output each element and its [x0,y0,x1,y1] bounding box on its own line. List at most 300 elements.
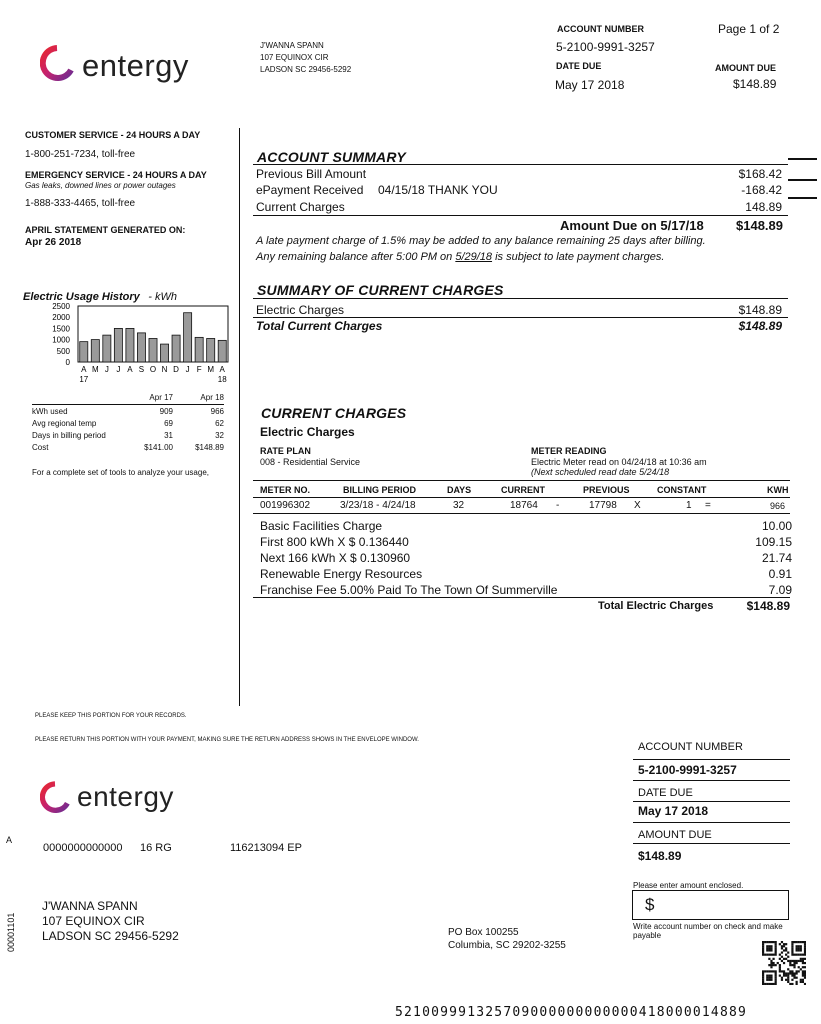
qr-module [783,975,785,977]
charge-line-value: 109.15 [755,535,792,549]
qr-module [783,972,785,974]
qr-module [766,977,768,979]
qr-module [768,979,770,981]
usage-bar [207,338,215,362]
late-note-2b: 5/29/18 [455,251,493,263]
qr-module [785,972,787,974]
qr-module [779,966,781,968]
qr-module [768,977,770,979]
qr-module [762,979,764,981]
qr-module [793,977,795,979]
charge-line [260,582,792,598]
scanline-digits: 521009991325709000000000000418000014889 [395,1005,748,1020]
qr-module [802,975,804,977]
qr-module [804,954,806,956]
qr-module [802,960,804,962]
stub-date-due-label: DATE DUE [638,787,693,799]
qr-module [791,954,793,956]
usage-table-header [32,392,224,405]
usage-chart [20,300,235,390]
qr-module [793,975,795,977]
qr-module [770,979,772,981]
x-tick-label: D [173,365,179,374]
qr-module [766,954,768,956]
amount-due: $148.89 [733,77,777,91]
qr-module [802,972,804,974]
customer-name: J'WANNA SPANN [260,41,324,50]
margin-mark [788,179,817,181]
x-tick-label: A [127,365,133,374]
qr-module [800,954,802,956]
usage-cell: $148.89 [195,442,224,452]
qr-module [770,962,772,964]
qr-module [766,947,768,949]
stub-account-label: ACCOUNT NUMBER [638,741,743,753]
qr-module [787,981,789,983]
qr-module [791,949,793,951]
qr-module [762,977,764,979]
emergency-phone: 1-888-333-4465, toll-free [25,198,136,209]
charge-line-label: Next 166 kWh X $ 0.130960 [260,551,411,565]
usage-bar [161,344,169,362]
qr-module [770,966,772,968]
qr-module [768,970,770,972]
meter-header-meter: METER NO. [260,485,311,495]
entergy-logo [40,44,210,88]
qr-module [775,975,777,977]
qr-module [793,962,795,964]
qr-module [779,968,781,970]
current-charges-label: Current Charges [256,200,345,214]
y-tick-label: 2000 [52,313,70,323]
qr-module [802,954,804,956]
qr-module [804,958,806,960]
stub-addr1: 107 EQUINOX CIR [42,914,145,928]
charge-line-value: 7.09 [768,583,792,597]
qr-module [781,977,783,979]
usage-bar [195,337,203,362]
usage-history-title: Electric Usage History [23,291,140,303]
x-tick-label: O [149,365,157,374]
qr-module [766,979,768,981]
usage-cell: 966 [210,406,224,416]
qr-module [791,943,793,945]
qr-module [762,975,764,977]
qr-module [766,983,768,985]
qr-module [777,962,779,964]
qr-module [781,947,783,949]
brand-name: entergy [82,48,189,83]
usage-bar [103,335,111,362]
qr-module [798,960,800,962]
qr-module [783,962,785,964]
qr-module [775,983,777,985]
usage-history-unit: - kWh [148,291,177,303]
qr-module [785,958,787,960]
qr-module [789,970,791,972]
qr-module [770,964,772,966]
charge-line [260,550,792,566]
qr-module [779,954,781,956]
qr-module [764,941,766,943]
qr-module [781,941,783,943]
qr-module [800,949,802,951]
qr-module [766,945,768,947]
margin-mark [788,158,817,160]
qr-module [781,945,783,947]
qr-module [779,970,781,972]
qr-module [796,962,798,964]
qr-module [804,966,806,968]
qr-module [791,960,793,962]
qr-module [804,983,806,985]
minus-sign: - [556,500,560,511]
x-tick-label: J [185,365,190,374]
qr-module [772,983,774,985]
qr-module [768,954,770,956]
qr-module [764,970,766,972]
qr-module [804,943,806,945]
amount-due-rule [253,215,788,216]
qr-module [787,968,789,970]
qr-module [768,983,770,985]
usage-bar [184,313,192,362]
qr-module [787,972,789,974]
qr-module [793,964,795,966]
charge-line-label: Franchise Fee 5.00% Paid To The Town Of Summerville [260,583,558,597]
qr-module [787,975,789,977]
qr-module [791,951,793,953]
page-indicator: Page 1 of 2 [718,22,780,36]
meter-constant: 1 [686,500,692,511]
qr-module [804,970,806,972]
qr-module [772,954,774,956]
qr-module [796,960,798,962]
qr-module [793,954,795,956]
usage-footnote: For a complete set of tools to analyze your usage, [32,468,209,477]
electric-charges-subtitle: Electric Charges [260,425,355,439]
usage-cell: kWh used [32,406,68,416]
qr-module [796,972,798,974]
qr-module [762,954,764,956]
qr-module [796,981,798,983]
late-note-2a: Any remaining balance after 5:00 PM on [256,251,456,263]
qr-module [804,951,806,953]
date-due-label: DATE DUE [556,61,602,71]
account-summary-rule [253,164,788,165]
qr-module [772,964,774,966]
qr-module [772,962,774,964]
year-end-label: 18 [217,375,227,384]
qr-module [787,956,789,958]
y-tick-label: 500 [56,346,70,356]
usage-bar [149,338,157,362]
epayment-value: -168.42 [741,183,782,197]
meter-header-previous: PREVIOUS [583,485,630,495]
qr-code-icon [762,941,806,985]
qr-module [787,951,789,953]
total-current-label: Total Current Charges [256,319,383,333]
qr-module [764,983,766,985]
usage-cell: Cost [32,442,49,452]
account-number-label: ACCOUNT NUMBER [557,24,644,34]
meter-header-kwh: KWH [767,485,789,495]
stub-rule [633,843,790,844]
po-box: PO Box 100255 [448,927,519,938]
total-electric-value: $148.89 [746,599,790,613]
qr-module [796,954,798,956]
enter-amount-note: Please enter amount enclosed. [633,881,744,890]
usage-bar [218,340,226,362]
qr-module [789,960,791,962]
x-tick-label: M [207,365,215,374]
summary-total-rule [253,317,788,318]
charge-line-label: First 800 kWh X $ 0.136440 [260,535,409,549]
usage-cell: 32 [215,430,224,440]
qr-module [802,958,804,960]
qr-module [770,949,772,951]
qr-module [798,954,800,956]
x-tick-label: A [81,365,87,374]
margin-mark [788,197,817,199]
previous-bill-value: $168.42 [738,167,782,181]
code-line-a: 0000000000000 [43,842,123,854]
usage-bar [80,342,88,362]
qr-module [768,964,770,966]
current-charges-value: 148.89 [745,200,782,214]
stub-account-number: 5-2100-9991-3257 [638,763,737,777]
qr-module [781,970,783,972]
qr-module [766,970,768,972]
charges-total-rule [253,597,790,598]
qr-module [800,945,802,947]
total-electric-label: Total Electric Charges [598,600,714,612]
qr-module [796,977,798,979]
rate-plan-label: RATE PLAN [260,446,311,456]
current-read: 18764 [510,500,538,511]
qr-module [789,964,791,966]
qr-module [764,954,766,956]
qr-module [783,970,785,972]
qr-module [800,968,802,970]
customer-address-line1: 107 EQUINOX CIR [260,53,329,62]
usage-bar [172,335,180,362]
qr-module [775,981,777,983]
qr-module [802,979,804,981]
qr-module [796,947,798,949]
stub-addr2: LADSON SC 29456-5292 [42,929,179,943]
late-note-2c: is subject to late payment charges. [492,251,665,263]
qr-module [775,964,777,966]
qr-module [768,958,770,960]
y-tick-label: 1000 [52,335,70,345]
qr-module [791,975,793,977]
usage-cell: $141.00 [144,442,173,452]
qr-module [781,956,783,958]
qr-module [791,941,793,943]
qr-module [802,941,804,943]
qr-module [798,947,800,949]
y-tick-label: 0 [65,358,70,367]
qr-module [768,947,770,949]
qr-module [770,960,772,962]
charge-line-value: 0.91 [768,567,792,581]
qr-module [802,962,804,964]
qr-module [772,941,774,943]
charge-line-label: Basic Facilities Charge [260,519,383,533]
amount-due-summary-label: Amount Due on 5/17/18 [560,218,704,233]
usage-header-col2: Apr 18 [200,393,224,402]
qr-module [802,970,804,972]
meter-reading-label: METER READING [531,446,607,456]
qr-module [800,960,802,962]
qr-module [791,964,793,966]
customer-address-block [260,40,351,76]
x-tick-label: M [91,365,99,374]
billing-period: 3/23/18 - 4/24/18 [340,500,416,511]
y-tick-label: 2500 [52,302,70,311]
qr-module [789,972,791,974]
qr-module [787,960,789,962]
keep-note: PLEASE KEEP THIS PORTION FOR YOUR RECORDS. [35,713,187,719]
entergy-logo-icon [40,44,74,84]
usage-bar [137,333,145,362]
usage-cell: Days in billing period [32,430,106,440]
qr-module [762,945,764,947]
usage-bar [114,328,122,362]
stub-mailing-address [42,899,179,944]
qr-module [781,979,783,981]
stub-amount-due-label: AMOUNT DUE [638,829,712,841]
qr-module [762,941,764,943]
meter-header-rule-bottom [253,497,790,498]
qr-module [762,983,764,985]
current-charges-title: CURRENT CHARGES [261,405,407,421]
usage-cell: 69 [164,418,173,428]
qr-module [796,941,798,943]
qr-module [775,951,777,953]
qr-module [798,970,800,972]
stub-rule [633,780,790,781]
qr-module [779,964,781,966]
customer-service-phone: 1-800-251-7234, toll-free [25,149,136,160]
qr-module [770,947,772,949]
qr-module [770,975,772,977]
qr-module [766,975,768,977]
charge-line-label: Renewable Energy Resources [260,567,423,581]
qr-module [768,975,770,977]
qr-module [762,972,764,974]
usage-cell: 909 [159,406,173,416]
customer-address-line2: LADSON SC 29456-5292 [260,65,352,74]
qr-module [789,983,791,985]
qr-module [791,945,793,947]
qr-module [762,951,764,953]
charge-line [260,518,792,534]
next-read-note: (Next scheduled read date 5/24/18 [531,467,670,477]
qr-module [800,979,802,981]
epayment-label: ePayment Received [256,183,364,197]
previous-bill-label: Previous Bill Amount [256,167,367,181]
qr-module [775,954,777,956]
qr-module [798,941,800,943]
total-current-value: $148.89 [738,319,782,333]
qr-module [775,941,777,943]
qr-module [770,945,772,947]
qr-module [800,947,802,949]
usage-header-col1: Apr 17 [149,393,173,402]
meter-number: 001996302 [260,500,311,511]
equals-sign: = [705,500,711,511]
qr-module [775,972,777,974]
qr-module [798,945,800,947]
times-sign: X [634,500,641,511]
qr-module [804,975,806,977]
stub-entergy-logo [40,780,200,820]
charge-line-value: 10.00 [761,519,792,533]
qr-module [781,960,783,962]
late-note-1: A late payment charge of 1.5% may be added to any balance remaining 25 days after billing. [256,235,706,247]
customer-service-title: CUSTOMER SERVICE - 24 HOURS A DAY [25,130,201,140]
meter-header-constant: CONSTANT [657,485,707,495]
qr-module [785,947,787,949]
previous-read: 17798 [589,500,617,511]
qr-module [796,983,798,985]
qr-module [772,958,774,960]
qr-module [775,977,777,979]
qr-module [783,949,785,951]
usage-cell: 31 [164,430,173,440]
qr-module [804,941,806,943]
usage-row [32,442,224,454]
qr-module [762,943,764,945]
meter-header-days: DAYS [447,485,472,495]
account-summary-title: ACCOUNT SUMMARY [257,149,406,165]
vertical-code: 00001101 [6,912,16,952]
x-tick-label: F [196,365,202,374]
stub-amount-due: $148.89 [638,849,682,863]
usage-row [32,430,224,442]
amount-enclosed-input[interactable] [632,890,789,920]
meter-row-rule [253,513,790,514]
qr-module [785,975,787,977]
x-tick-label: A [219,365,225,374]
qr-module [766,949,768,951]
x-tick-label: N [161,365,168,374]
usage-cell: Avg regional temp [32,418,97,428]
charge-lines [260,518,792,598]
qr-module [770,970,772,972]
entergy-logo-icon [40,780,70,816]
meter-header-rule-top [253,480,790,481]
year-start-label: 17 [79,375,89,384]
qr-module [772,970,774,972]
qr-module [800,941,802,943]
qr-module [785,943,787,945]
remit-address [448,926,566,952]
qr-module [800,958,802,960]
qr-module [762,981,764,983]
qr-module [798,949,800,951]
usage-bar [91,340,99,362]
code-line-c: 116213094 EP [230,842,302,854]
qr-module [770,954,772,956]
stub-name: J'WANNA SPANN [42,899,138,913]
qr-module [804,977,806,979]
qr-module [802,966,804,968]
summary-current-title: SUMMARY OF CURRENT CHARGES [257,282,504,298]
qr-module [804,949,806,951]
